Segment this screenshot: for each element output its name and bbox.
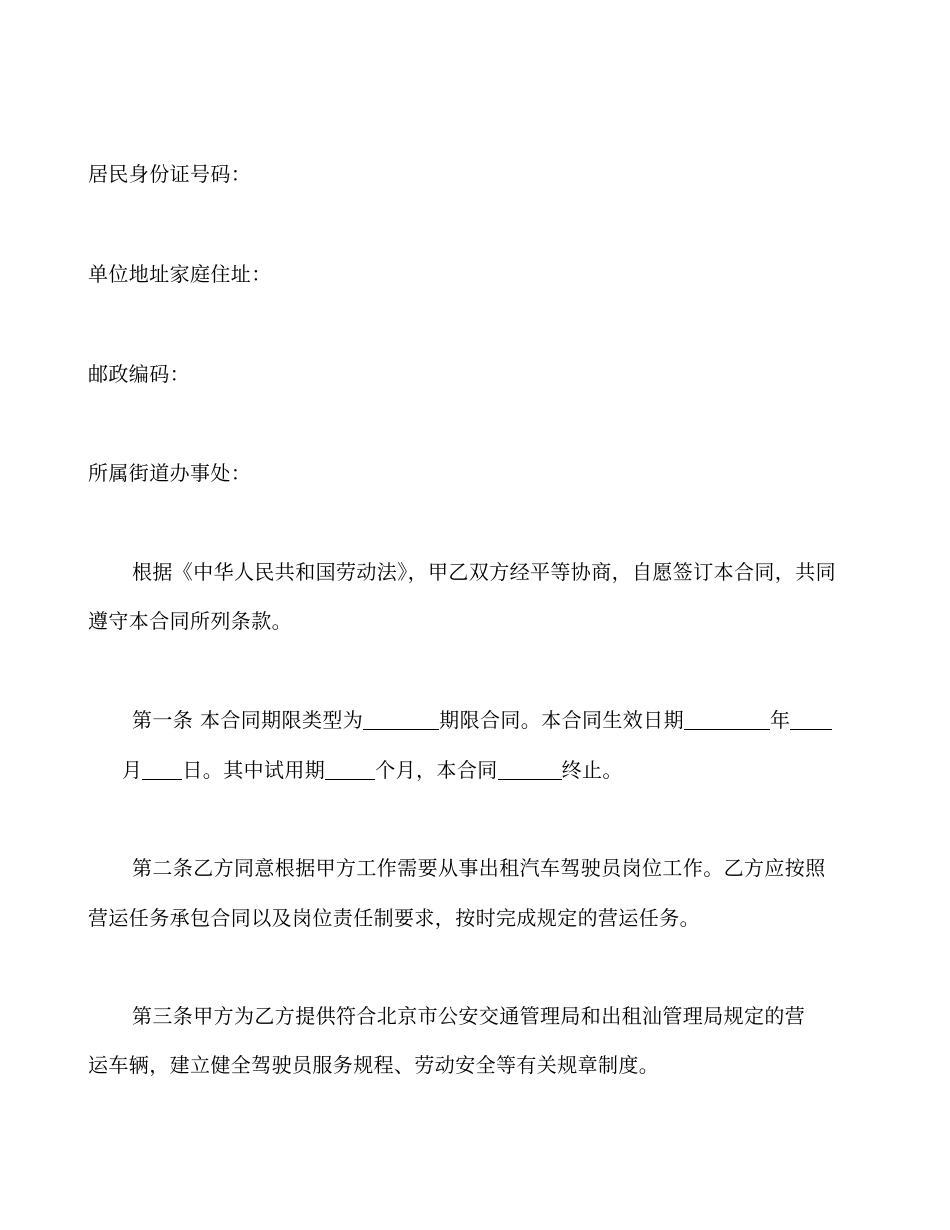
probation-label: 日。其中试用期 <box>182 758 326 782</box>
preamble-line-1: 根据《中华人民共和国劳动法》，甲乙双方经平等协商，自愿签订本合同，共同 <box>132 560 836 584</box>
month-label: 月 <box>122 758 143 782</box>
field-postal-code: 邮政编码： <box>88 362 190 386</box>
term-type-blank <box>363 709 439 730</box>
field-id-number: 居民身份证号码： <box>88 162 252 186</box>
probation-months-blank <box>325 759 375 780</box>
end-date-blank <box>498 759 562 780</box>
article-2-line-1: 第二条乙方同意根据甲方工作需要从事出租汽车驾驶员岗位工作。乙方应按照 <box>132 856 826 880</box>
year-label: 年 <box>769 708 791 732</box>
year-blank <box>684 709 770 730</box>
article-3-line-2: 运车辆，建立健全驾驶员服务规程、劳动安全等有关规章制度。 <box>88 1053 660 1077</box>
article-1-effective-label: 期限合同。本合同生效日期 <box>439 708 684 732</box>
article-1-term-label: 第一条 本合同期限类型为 <box>132 708 364 732</box>
field-street-office: 所属街道办事处： <box>88 461 252 485</box>
termination-label: 终止。 <box>561 758 623 782</box>
preamble-line-2: 遵守本合同所列条款。 <box>88 609 292 633</box>
month-blank <box>790 709 832 730</box>
day-blank <box>142 759 182 780</box>
contract-end-label: 个月，本合同 <box>375 758 498 782</box>
article-1-line-2 <box>122 758 623 782</box>
article-2-line-2: 营运任务承包合同以及岗位责任制要求，按时完成规定的营运任务。 <box>88 906 700 930</box>
article-3-line-1: 第三条甲方为乙方提供符合北京市公安交通管理局和出租汕管理局规定的营 <box>132 1004 806 1028</box>
article-1-line-1 <box>132 708 832 732</box>
field-address: 单位地址家庭住址： <box>88 262 272 286</box>
